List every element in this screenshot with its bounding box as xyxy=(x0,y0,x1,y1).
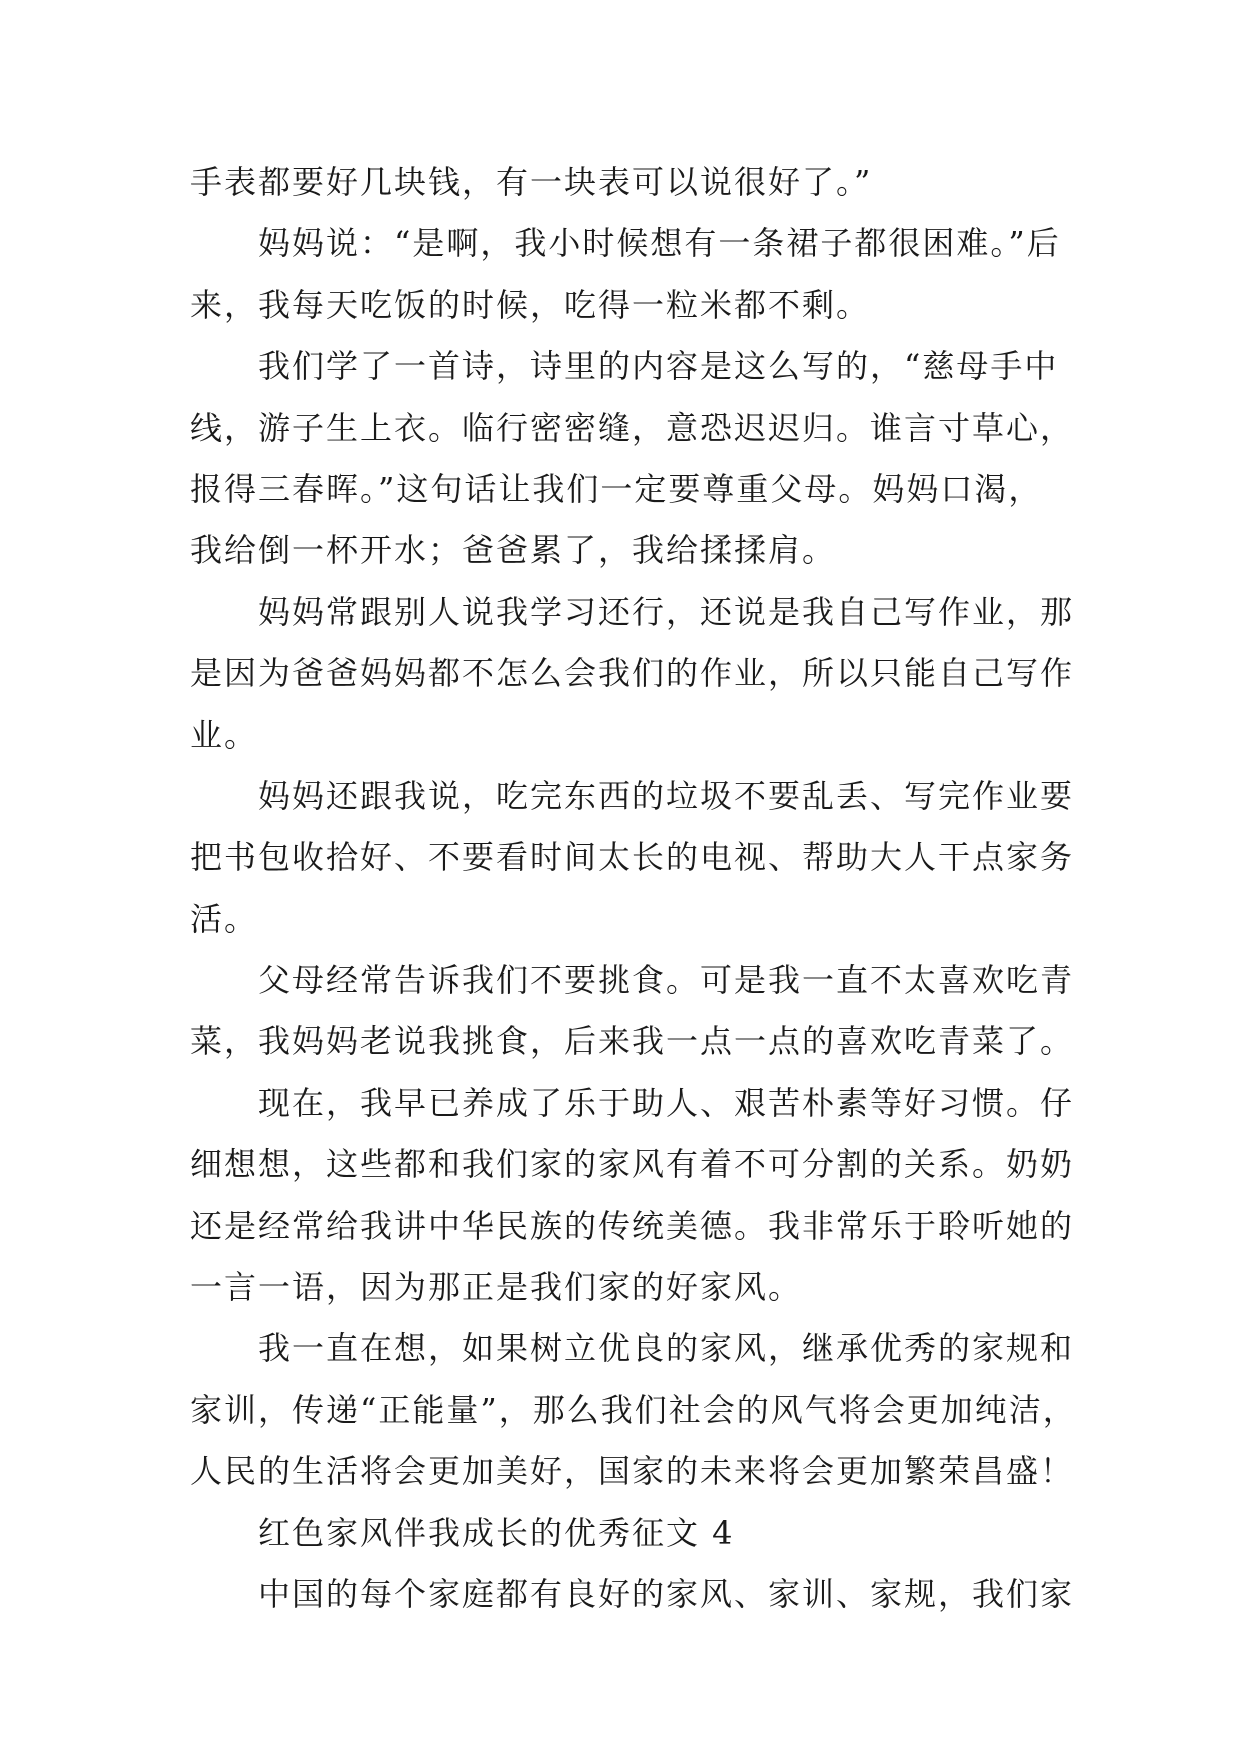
text-line: 一言一语，因为那正是我们家的好家风。 xyxy=(190,1268,803,1307)
text-line: 父母经常告诉我们不要挑食。可是我一直不太喜欢吃青 xyxy=(258,961,1075,1000)
text-line: 报得三春晖。”这句话让我们一定要尊重父母。妈妈口渴， xyxy=(190,469,1043,508)
document-body xyxy=(190,152,1077,1625)
text-line: 把书包收拾好、不要看时间太长的电视、帮助大人干点家务 xyxy=(190,838,1075,877)
text-line: 是因为爸爸妈妈都不怎么会我们的作业，所以只能自己写作 xyxy=(190,654,1075,693)
text-line: 来，我每天吃饭的时候，吃得一粒米都不剩。 xyxy=(190,285,871,324)
text-line: 还是经常给我讲中华民族的传统美德。我非常乐于聆听她的 xyxy=(190,1206,1075,1245)
text-line: 手表都要好几块钱，有一块表可以说很好了。” xyxy=(190,163,873,201)
text-line: 我给倒一杯开水；爸爸累了，我给揉揉肩。 xyxy=(190,531,837,570)
text-line: 我们学了一首诗，诗里的内容是这么写的，“慈母手中 xyxy=(258,347,1059,386)
text-line: 我一直在想，如果树立优良的家风，继承优秀的家规和 xyxy=(258,1329,1075,1368)
text-line: 现在，我早已养成了乐于助人、艰苦朴素等好习惯。仔 xyxy=(258,1083,1075,1122)
text-line: 妈妈说：“是啊，我小时候想有一条裙子都很困难。”后 xyxy=(258,224,1061,263)
text-line: 线，游子生上衣。临行密密缝，意恐迟迟归。谁言寸草心， xyxy=(190,408,1075,447)
text-line: 活。 xyxy=(190,899,259,938)
text-line: 业。 xyxy=(190,715,259,754)
text-line: 妈妈常跟别人说我学习还行，还说是我自己写作业，那 xyxy=(258,592,1075,631)
text-line: 家训，传递“正能量”，那么我们社会的风气将会更加纯洁， xyxy=(190,1390,1077,1429)
text-line: 人民的生活将会更加美好，国家的未来将会更加繁荣昌盛！ xyxy=(190,1452,1075,1491)
text-line: 中国的每个家庭都有良好的家风、家训、家规，我们家 xyxy=(258,1574,1075,1613)
text-line: 红色家风伴我成长的优秀征文 4 xyxy=(258,1513,735,1552)
text-line: 细想想，这些都和我们家的家风有着不可分割的关系。奶奶 xyxy=(190,1145,1075,1184)
text-line: 妈妈还跟我说，吃完东西的垃圾不要乱丢、写完作业要 xyxy=(258,776,1075,815)
text-line: 菜，我妈妈老说我挑食，后来我一点一点的喜欢吃青菜了。 xyxy=(190,1022,1075,1061)
